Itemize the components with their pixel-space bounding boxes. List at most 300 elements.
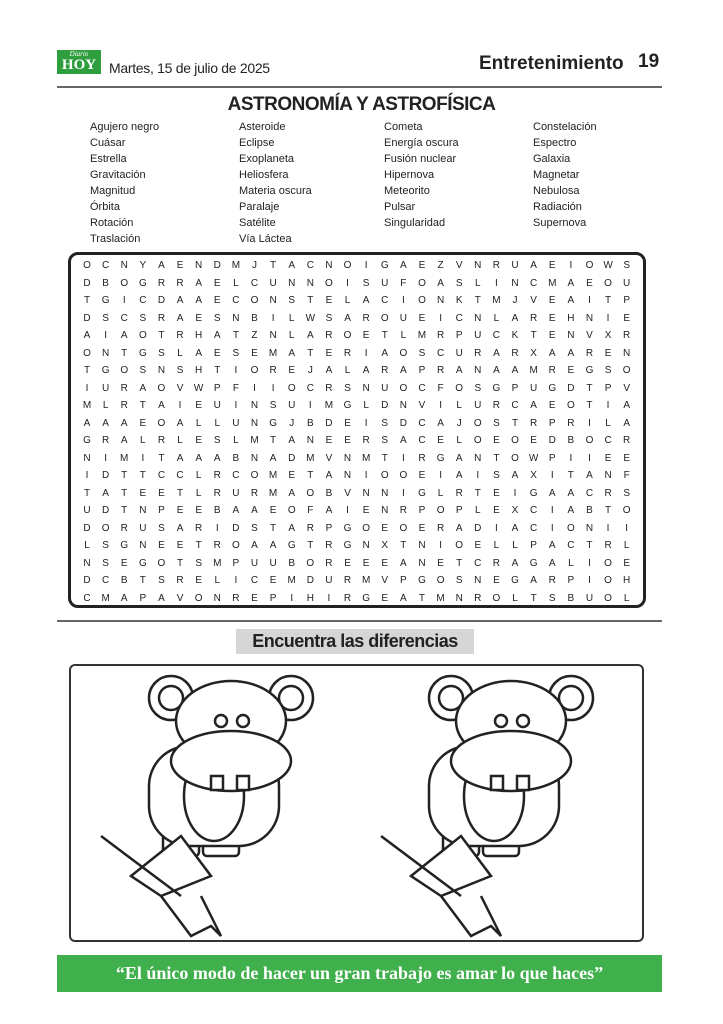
word-item: Asteroide bbox=[239, 121, 286, 133]
grid-letter: X bbox=[530, 470, 537, 481]
grid-letter: C bbox=[250, 575, 259, 586]
grid-letter: R bbox=[269, 365, 277, 376]
grid-letter: A bbox=[400, 260, 407, 271]
grid-letter: A bbox=[362, 295, 370, 306]
grid-letter: J bbox=[251, 260, 257, 271]
grid-letter: A bbox=[195, 347, 202, 359]
grid-letter: U bbox=[585, 592, 594, 604]
grid-letter: A bbox=[586, 470, 593, 481]
grid-letter: O bbox=[325, 277, 333, 289]
word-item: Radiación bbox=[533, 201, 582, 213]
grid-letter: L bbox=[288, 330, 295, 341]
grid-letter: R bbox=[325, 330, 333, 341]
grid-letter: J bbox=[289, 417, 295, 429]
grid-letter: T bbox=[158, 452, 165, 464]
grid-letter: A bbox=[120, 592, 128, 604]
grid-letter: R bbox=[492, 557, 501, 569]
grid-letter: M bbox=[529, 365, 538, 376]
page-number: 19 bbox=[638, 51, 660, 72]
grid-letter: L bbox=[512, 540, 518, 551]
grid-letter: G bbox=[83, 435, 91, 446]
grid-letter: T bbox=[493, 452, 500, 464]
grid-letter: E bbox=[344, 557, 351, 569]
grid-letter: C bbox=[101, 575, 110, 586]
grid-letter: I bbox=[401, 487, 405, 499]
grid-letter: L bbox=[605, 417, 611, 429]
grid-letter: O bbox=[604, 557, 612, 569]
grid-row bbox=[77, 555, 637, 573]
grid-letter: R bbox=[399, 505, 407, 516]
grid-letter: P bbox=[567, 575, 575, 586]
grid-letter: L bbox=[475, 505, 481, 516]
grid-letter: T bbox=[270, 260, 277, 271]
grid-letter: A bbox=[102, 487, 109, 499]
grid-letter: V bbox=[586, 330, 593, 341]
grid-letter: R bbox=[306, 522, 314, 534]
grid-letter: L bbox=[233, 435, 239, 446]
grid-row bbox=[77, 572, 637, 590]
grid-letter: V bbox=[176, 592, 184, 604]
grid-letter: N bbox=[269, 330, 277, 341]
grid-letter: S bbox=[623, 260, 630, 271]
grid-letter: O bbox=[604, 277, 612, 289]
grid-letter: S bbox=[251, 522, 258, 534]
grid-letter: B bbox=[251, 312, 258, 324]
grid-letter: C bbox=[492, 330, 501, 341]
grid-letter: I bbox=[327, 592, 331, 604]
grid-letter: E bbox=[195, 435, 202, 446]
grid-letter: E bbox=[381, 592, 389, 604]
grid-letter: O bbox=[250, 365, 259, 376]
grid-letter: E bbox=[493, 575, 500, 586]
grid-letter: H bbox=[195, 365, 203, 376]
grid-letter: N bbox=[139, 540, 147, 551]
grid-letter: C bbox=[530, 505, 538, 516]
grid-letter: A bbox=[139, 382, 147, 394]
grid-letter: R bbox=[343, 347, 352, 359]
grid-letter: I bbox=[364, 417, 368, 429]
grid-letter: R bbox=[623, 435, 631, 446]
grid-letter: S bbox=[362, 277, 370, 289]
grid-letter: E bbox=[362, 505, 370, 516]
grid-letter: L bbox=[493, 312, 500, 324]
grid-letter: M bbox=[287, 575, 296, 586]
grid-letter: B bbox=[120, 575, 128, 586]
grid-letter: I bbox=[495, 522, 498, 534]
grid-letter: S bbox=[604, 365, 612, 376]
grid-letter: S bbox=[493, 470, 500, 481]
grid-letter: I bbox=[401, 295, 405, 306]
grid-letter: T bbox=[176, 487, 184, 499]
grid-letter: A bbox=[362, 365, 370, 376]
grid-letter: P bbox=[400, 575, 407, 586]
grid-letter: A bbox=[288, 260, 296, 271]
word-item: Pulsar bbox=[384, 201, 416, 213]
grid-letter: T bbox=[530, 592, 537, 604]
grid-letter: O bbox=[157, 382, 166, 394]
grid-letter: A bbox=[158, 260, 165, 271]
grid-letter: R bbox=[120, 400, 128, 411]
grid-letter: E bbox=[269, 575, 277, 586]
grid-letter: O bbox=[604, 575, 612, 586]
grid-letter: M bbox=[268, 347, 278, 359]
grid-letter: I bbox=[513, 487, 517, 499]
grid-letter: O bbox=[418, 277, 426, 289]
grid-letter: M bbox=[231, 260, 241, 271]
grid-letter: N bbox=[325, 260, 333, 271]
grid-letter: A bbox=[83, 330, 91, 341]
grid-letter: B bbox=[102, 277, 109, 289]
grid-letter: N bbox=[381, 487, 389, 499]
grid-row bbox=[77, 537, 637, 555]
grid-letter: R bbox=[157, 435, 166, 446]
grid-letter: L bbox=[140, 435, 146, 446]
grid-letter: E bbox=[567, 365, 575, 376]
grid-letter: I bbox=[364, 260, 368, 271]
grid-letter: P bbox=[548, 452, 556, 464]
grid-letter: V bbox=[623, 382, 630, 394]
grid-letter: T bbox=[139, 575, 146, 586]
grid-letter: R bbox=[101, 435, 110, 446]
grid-letter: U bbox=[213, 400, 221, 411]
grid-letter: D bbox=[213, 260, 221, 271]
grid-letter: E bbox=[176, 260, 184, 271]
grid-letter: C bbox=[381, 295, 389, 306]
grid-letter: B bbox=[213, 505, 221, 516]
grid-letter: N bbox=[343, 470, 352, 481]
grid-letter: U bbox=[381, 382, 389, 394]
grid-letter: U bbox=[101, 382, 110, 394]
grid-letter: G bbox=[343, 400, 352, 411]
grid-letter: I bbox=[141, 452, 145, 464]
grid-letter: T bbox=[307, 347, 314, 359]
grid-letter: D bbox=[83, 277, 91, 289]
grid-letter: P bbox=[623, 295, 630, 306]
word-item: Eclipse bbox=[239, 137, 275, 149]
grid-letter: E bbox=[604, 452, 612, 464]
grid-letter: I bbox=[104, 452, 107, 464]
grid-letter: A bbox=[511, 470, 519, 481]
grid-letter: G bbox=[529, 557, 538, 569]
grid-letter: I bbox=[122, 295, 126, 306]
grid-letter: E bbox=[493, 487, 500, 499]
grid-letter: S bbox=[213, 312, 221, 324]
grid-letter: O bbox=[585, 260, 594, 271]
grid-letter: R bbox=[418, 452, 426, 464]
grid-letter: E bbox=[213, 347, 221, 359]
grid-row bbox=[77, 257, 637, 275]
grid-letter: A bbox=[213, 452, 221, 464]
grid-row bbox=[77, 467, 637, 485]
grid-letter: A bbox=[511, 365, 519, 376]
grid-letter: I bbox=[569, 452, 573, 464]
grid-letter: K bbox=[455, 295, 463, 306]
grid-letter: G bbox=[101, 365, 110, 376]
grid-row bbox=[77, 327, 637, 345]
grid-letter: N bbox=[120, 260, 128, 271]
grid-letter: O bbox=[380, 470, 389, 481]
grid-letter: O bbox=[250, 470, 259, 481]
grid-letter: C bbox=[176, 470, 184, 481]
grid-letter: J bbox=[456, 417, 462, 429]
grid-letter: G bbox=[138, 557, 147, 569]
grid-row bbox=[77, 397, 637, 415]
grid-letter: O bbox=[157, 417, 166, 429]
grid-letter: E bbox=[325, 347, 333, 359]
grid-letter: L bbox=[623, 592, 630, 604]
grid-letter: D bbox=[157, 295, 166, 306]
grid-letter: N bbox=[623, 347, 631, 359]
grid-letter: I bbox=[588, 575, 591, 586]
grid-letter: H bbox=[306, 592, 314, 604]
grid-letter: D bbox=[83, 312, 91, 324]
grid-letter: W bbox=[603, 260, 613, 271]
grid-letter: E bbox=[344, 417, 351, 429]
grid-letter: X bbox=[381, 540, 389, 551]
grid-letter: B bbox=[325, 487, 333, 499]
grid-letter: F bbox=[400, 277, 407, 289]
grid-letter: N bbox=[362, 382, 370, 394]
grid-letter: T bbox=[605, 505, 612, 516]
grid-letter: U bbox=[399, 312, 407, 324]
grid-letter: O bbox=[250, 295, 259, 306]
grid-letter: U bbox=[511, 260, 519, 271]
grid-letter: E bbox=[195, 400, 202, 411]
grid-letter: E bbox=[418, 470, 426, 481]
grid-letter: E bbox=[251, 347, 258, 359]
grid-letter: O bbox=[157, 557, 166, 569]
grid-letter: U bbox=[455, 347, 463, 359]
grid-letter: S bbox=[418, 347, 426, 359]
grid-letter: R bbox=[176, 330, 184, 341]
grid-letter: S bbox=[158, 347, 165, 359]
grid-letter: A bbox=[288, 522, 296, 534]
grid-letter: A bbox=[176, 417, 184, 429]
grid-row bbox=[77, 275, 637, 293]
grid-letter: S bbox=[493, 417, 500, 429]
grid-letter: L bbox=[400, 330, 407, 341]
grid-row bbox=[77, 362, 637, 380]
grid-letter: T bbox=[139, 470, 146, 481]
grid-letter: C bbox=[511, 400, 519, 411]
grid-letter: O bbox=[287, 382, 296, 394]
grid-letter: B bbox=[567, 435, 575, 446]
grid-letter: T bbox=[83, 365, 91, 376]
grid-letter: N bbox=[585, 522, 594, 534]
grid-letter: S bbox=[455, 277, 463, 289]
grid-letter: A bbox=[120, 435, 128, 446]
grid-letter: O bbox=[138, 330, 147, 341]
grid-letter: N bbox=[213, 592, 221, 604]
word-item: Heliosfera bbox=[239, 169, 289, 181]
grid-letter: V bbox=[176, 382, 184, 394]
grid-letter: W bbox=[305, 312, 316, 324]
grid-letter: L bbox=[195, 417, 202, 429]
grid-letter: D bbox=[325, 417, 333, 429]
grid-letter: A bbox=[83, 417, 91, 429]
grid-letter: A bbox=[120, 417, 128, 429]
grid-letter: N bbox=[250, 452, 259, 464]
grid-letter: L bbox=[177, 435, 183, 446]
grid-letter: C bbox=[585, 487, 594, 499]
grid-letter: I bbox=[588, 417, 591, 429]
grid-letter: M bbox=[436, 592, 445, 604]
grid-letter: Z bbox=[251, 330, 258, 341]
grid-letter: R bbox=[343, 575, 352, 586]
grid-letter: P bbox=[213, 382, 221, 394]
grid-letter: I bbox=[588, 295, 591, 306]
grid-letter: E bbox=[474, 540, 482, 551]
word-item: Gravitación bbox=[90, 169, 146, 181]
grid-letter: L bbox=[475, 277, 481, 289]
grid-letter: N bbox=[139, 505, 147, 516]
grid-letter: N bbox=[83, 557, 91, 569]
grid-letter: H bbox=[623, 575, 631, 586]
grid-letter: M bbox=[120, 452, 129, 464]
grid-letter: N bbox=[83, 452, 91, 464]
grid-letter: D bbox=[548, 435, 556, 446]
grid-letter: T bbox=[214, 365, 221, 376]
word-item: Hipernova bbox=[384, 169, 435, 181]
grid-letter: Y bbox=[139, 260, 147, 271]
grid-letter: G bbox=[418, 575, 426, 586]
grid-letter: A bbox=[530, 575, 537, 586]
grid-letter: E bbox=[381, 557, 389, 569]
word-item: Fusión nuclear bbox=[384, 153, 457, 165]
grid-letter: A bbox=[455, 365, 463, 376]
grid-letter: A bbox=[567, 505, 575, 516]
word-item: Espectro bbox=[533, 137, 577, 149]
grid-row bbox=[77, 520, 637, 538]
grid-letter: E bbox=[623, 312, 630, 324]
grid-letter: T bbox=[381, 452, 388, 464]
grid-letter: I bbox=[606, 522, 610, 534]
grid-letter: N bbox=[101, 347, 110, 359]
grid-letter: A bbox=[176, 522, 184, 534]
grid-letter: P bbox=[418, 365, 426, 376]
quote-banner: “El único modo de hacer un gran trabajo es amar lo que haces” bbox=[57, 955, 662, 992]
word-item: Galaxia bbox=[533, 153, 571, 165]
grid-letter: T bbox=[270, 435, 277, 446]
word-item: Magnitud bbox=[90, 185, 136, 197]
grid-letter: P bbox=[269, 592, 277, 604]
grid-letter: A bbox=[306, 330, 314, 341]
grid-letter: N bbox=[157, 365, 166, 376]
grid-letter: R bbox=[548, 365, 556, 376]
grid-letter: O bbox=[455, 540, 464, 551]
grid-letter: T bbox=[400, 540, 407, 551]
grid-letter: E bbox=[288, 365, 296, 376]
grid-letter: V bbox=[455, 260, 463, 271]
grid-letter: R bbox=[474, 592, 482, 604]
grid-letter: M bbox=[213, 557, 222, 569]
grid-letter: V bbox=[344, 487, 351, 499]
grid-letter: I bbox=[178, 400, 182, 411]
grid-letter: D bbox=[101, 505, 110, 516]
grid-letter: E bbox=[362, 330, 370, 341]
grid-letter: P bbox=[232, 557, 240, 569]
grid-letter: O bbox=[306, 557, 315, 569]
grid-letter: N bbox=[436, 295, 445, 306]
grid-letter: U bbox=[474, 330, 482, 341]
grid-letter: D bbox=[381, 400, 389, 411]
grid-letter: R bbox=[120, 522, 128, 534]
grid-letter: E bbox=[586, 277, 593, 289]
grid-letter: D bbox=[399, 417, 407, 429]
grid-letter: S bbox=[195, 557, 202, 569]
grid-letter: A bbox=[548, 557, 556, 569]
grid-letter: C bbox=[604, 435, 612, 446]
grid-letter: S bbox=[139, 365, 147, 376]
grid-letter: P bbox=[418, 505, 426, 516]
grid-letter: L bbox=[233, 277, 239, 289]
grid-letter: E bbox=[139, 417, 147, 429]
grid-letter: V bbox=[381, 575, 389, 586]
word-item: Rotación bbox=[90, 217, 134, 229]
grid-letter: I bbox=[271, 312, 275, 324]
grid-letter: U bbox=[269, 277, 277, 289]
grid-letter: H bbox=[195, 330, 203, 341]
grid-letter: R bbox=[530, 417, 538, 429]
grid-letter: P bbox=[455, 330, 463, 341]
grid-letter: R bbox=[436, 330, 445, 341]
grid-letter: S bbox=[344, 382, 351, 394]
grid-letter: I bbox=[215, 522, 219, 534]
grid-letter: C bbox=[418, 417, 426, 429]
grid-letter: N bbox=[288, 277, 296, 289]
grid-letter: C bbox=[530, 277, 538, 289]
grid-row bbox=[77, 310, 637, 328]
grid-letter: V bbox=[530, 295, 537, 306]
grid-letter: E bbox=[325, 435, 333, 446]
divider bbox=[57, 620, 662, 622]
grid-letter: I bbox=[439, 312, 442, 324]
grid-letter: T bbox=[83, 487, 91, 499]
grid-letter: T bbox=[195, 540, 202, 551]
grid-letter: L bbox=[512, 592, 518, 604]
grid-letter: T bbox=[530, 330, 537, 341]
grid-letter: C bbox=[306, 260, 314, 271]
grid-letter: T bbox=[586, 382, 593, 394]
grid-letter: A bbox=[195, 277, 202, 289]
grid-letter: A bbox=[158, 592, 165, 604]
grid-letter: T bbox=[381, 330, 388, 341]
grid-letter: E bbox=[344, 435, 351, 446]
grid-letter: I bbox=[253, 382, 256, 394]
grid-letter: A bbox=[493, 365, 500, 376]
grid-letter: M bbox=[417, 330, 427, 341]
grid-letter: E bbox=[176, 540, 184, 551]
grid-letter: U bbox=[83, 505, 91, 516]
word-item: Nebulosa bbox=[533, 185, 580, 197]
grid-letter: G bbox=[120, 540, 129, 551]
grid-letter: T bbox=[232, 330, 239, 341]
grid-letter: C bbox=[139, 295, 147, 306]
grid-letter: S bbox=[158, 522, 165, 534]
letter-grid bbox=[68, 252, 646, 608]
grid-letter: A bbox=[437, 417, 444, 429]
word-item: Agujero negro bbox=[90, 121, 160, 133]
grid-letter: T bbox=[121, 470, 128, 481]
grid-letter: E bbox=[548, 260, 556, 271]
grid-letter: A bbox=[400, 365, 407, 376]
grid-letter: O bbox=[399, 347, 408, 359]
grid-letter: R bbox=[455, 487, 463, 499]
grid-letter: I bbox=[569, 260, 573, 271]
grid-letter: L bbox=[195, 487, 202, 499]
grid-letter: O bbox=[585, 435, 594, 446]
grid-letter: S bbox=[455, 575, 463, 586]
